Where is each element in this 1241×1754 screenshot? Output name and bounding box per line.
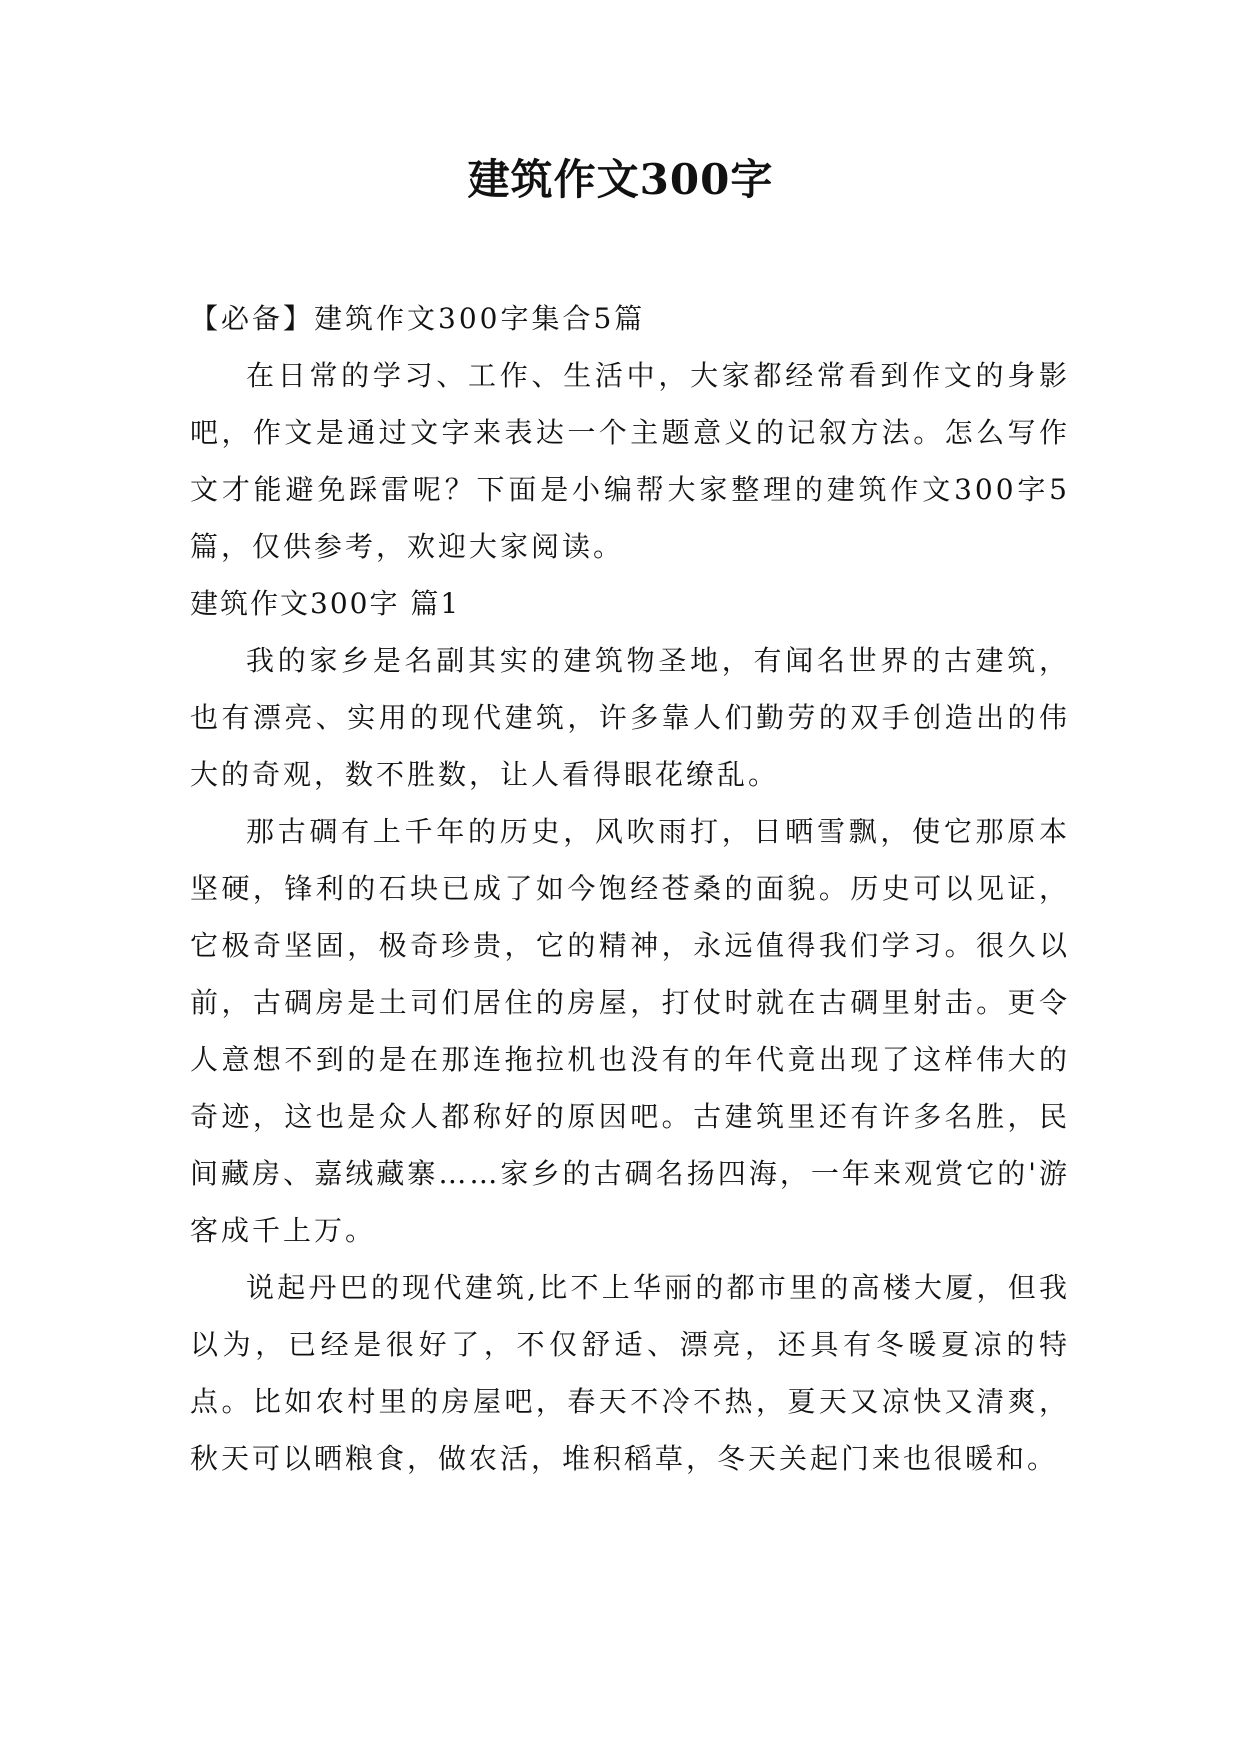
body-paragraph: 我的家乡是名副其实的建筑物圣地，有闻名世界的古建筑，也有漂亮、实用的现代建筑，许多靠人们勤劳的双手创造出的伟大的奇观，数不胜数，让人看得眼花缭乱。 (190, 644, 1070, 791)
intro-paragraph: 在日常的学习、工作、生活中，大家都经常看到作文的身影吧，作文是通过文字来表达一个主题意义的记叙方法。怎么写作文才能避免踩雷呢？下面是小编帮大家整理的建筑作文300字5篇，仅供参考，欢迎大家阅读。 (190, 359, 1070, 563)
document-body (190, 290, 1070, 1487)
body-paragraph: 说起丹巴的现代建筑,比不上华丽的都市里的高楼大厦，但我以为，已经是很好了，不仅舒适、漂亮，还具有冬暖夏凉的特点。比如农村里的房屋吧，春天不冷不热，夏天又凉快又清爽，秋天可以晒粮食，做农活，堆积稻草，冬天关起门来也很暖和。 (190, 1271, 1070, 1475)
document-subtitle: 【必备】建筑作文300字集合5篇 (190, 302, 646, 335)
body-paragraph: 那古碉有上千年的历史，风吹雨打，日晒雪飘，使它那原本坚硬，锋利的石块已成了如今饱经苍桑的面貌。历史可以见证，它极奇坚固，极奇珍贵，它的精神，永远值得我们学习。很久以前，古碉房是土司们居住的房屋，打仗时就在古碉里射击。更令人意想不到的是在那连拖拉机也没有的年代竟出现了这样伟大的奇迹，这也是众人都称好的原因吧。古建筑里还有许多名胜，民间藏房、嘉绒藏寨……家乡的古碉名扬四海，一年来观赏它的'游客成千上万。 (190, 815, 1070, 1247)
section-heading: 建筑作文300字 篇1 (190, 587, 461, 620)
document-title: 建筑作文300字 (467, 155, 774, 204)
